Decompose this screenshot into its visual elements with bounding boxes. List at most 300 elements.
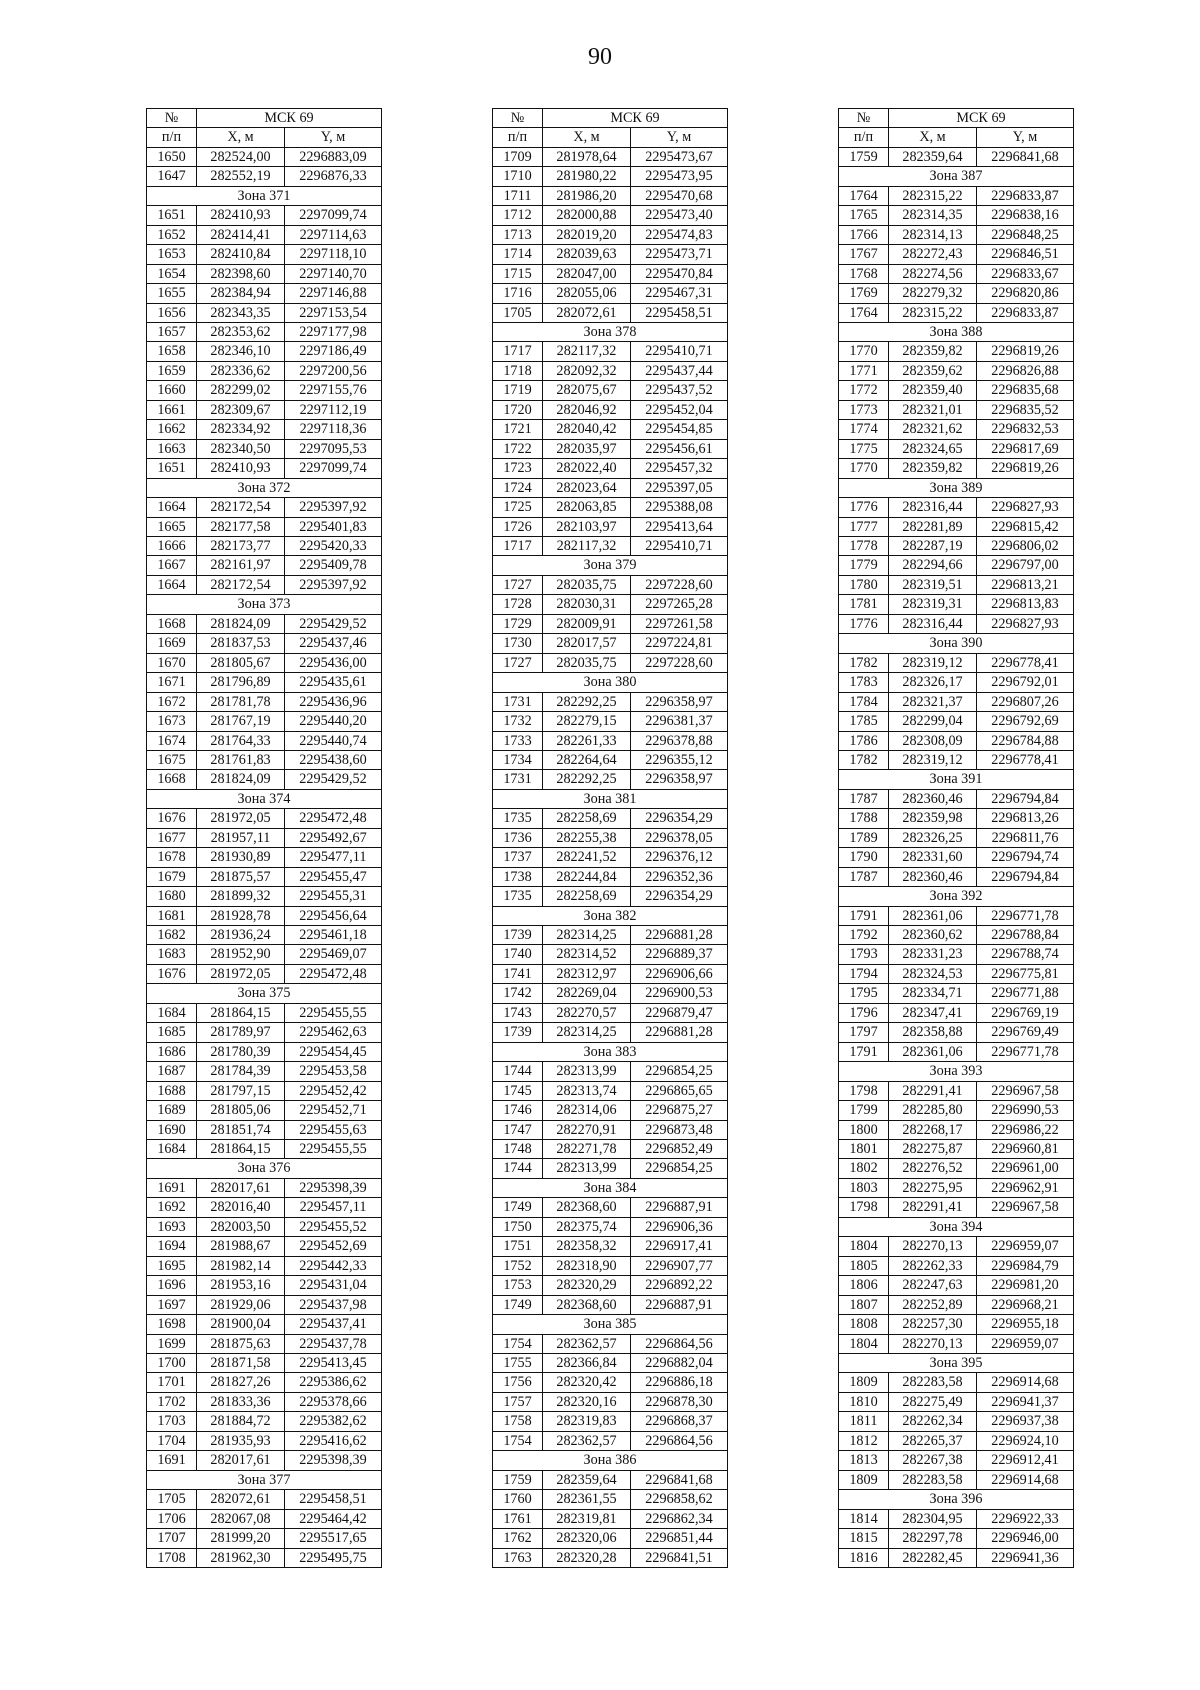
table-row — [493, 984, 728, 1003]
point-number: 1668 — [147, 770, 197, 789]
point-number: 1721 — [493, 420, 543, 439]
y-coordinate: 2295473,95 — [631, 167, 728, 186]
y-coordinate: 2296794,74 — [977, 848, 1074, 867]
zone-row — [839, 1490, 1074, 1509]
point-number: 1776 — [839, 614, 889, 633]
zone-row — [147, 595, 382, 614]
x-coordinate: 282283,58 — [889, 1373, 977, 1392]
x-coordinate: 282177,58 — [197, 517, 285, 536]
y-coordinate: 2297155,76 — [285, 381, 382, 400]
zone-label: Зона 391 — [839, 770, 1074, 789]
x-coordinate: 282524,00 — [197, 147, 285, 166]
point-number: 1702 — [147, 1392, 197, 1411]
y-coordinate: 2295398,39 — [285, 1451, 382, 1470]
zone-label: Зона 383 — [493, 1042, 728, 1061]
x-coordinate: 282019,20 — [543, 225, 631, 244]
table-row — [839, 1101, 1074, 1120]
table-row — [839, 1140, 1074, 1159]
y-coordinate: 2297112,19 — [285, 400, 382, 419]
y-coordinate: 2295455,52 — [285, 1217, 382, 1236]
header-system: МСК 69 — [889, 109, 1074, 128]
point-number: 1687 — [147, 1062, 197, 1081]
table-row — [839, 673, 1074, 692]
y-coordinate: 2296376,12 — [631, 848, 728, 867]
x-coordinate: 282270,13 — [889, 1237, 977, 1256]
y-coordinate: 2296846,51 — [977, 245, 1074, 264]
point-number: 1705 — [147, 1490, 197, 1509]
x-coordinate: 282257,30 — [889, 1315, 977, 1334]
y-coordinate: 2295467,31 — [631, 284, 728, 303]
point-number: 1653 — [147, 245, 197, 264]
x-coordinate: 282023,64 — [543, 478, 631, 497]
point-number: 1782 — [839, 653, 889, 672]
point-number: 1771 — [839, 361, 889, 380]
point-number: 1656 — [147, 303, 197, 322]
y-coordinate: 2295472,48 — [285, 809, 382, 828]
table-row — [839, 789, 1074, 808]
table-row — [839, 712, 1074, 731]
point-number: 1757 — [493, 1392, 543, 1411]
table-row — [839, 1315, 1074, 1334]
point-number: 1749 — [493, 1295, 543, 1314]
y-coordinate: 2295429,52 — [285, 770, 382, 789]
y-coordinate: 2296986,22 — [977, 1120, 1074, 1139]
table-row — [147, 1276, 382, 1295]
table-row — [147, 206, 382, 225]
table-row — [147, 1334, 382, 1353]
y-coordinate: 2296354,29 — [631, 809, 728, 828]
zone-label: Зона 385 — [493, 1315, 728, 1334]
y-coordinate: 2295436,96 — [285, 692, 382, 711]
point-number: 1718 — [493, 361, 543, 380]
zone-row — [493, 673, 728, 692]
x-coordinate: 281875,63 — [197, 1334, 285, 1353]
x-coordinate: 282270,91 — [543, 1120, 631, 1139]
y-coordinate: 2295455,47 — [285, 867, 382, 886]
point-number: 1745 — [493, 1081, 543, 1100]
y-coordinate: 2296797,00 — [977, 556, 1074, 575]
y-coordinate: 2297177,98 — [285, 322, 382, 341]
y-coordinate: 2296794,84 — [977, 867, 1074, 886]
point-number: 1708 — [147, 1548, 197, 1567]
zone-label: Зона 381 — [493, 789, 728, 808]
table-row — [839, 1256, 1074, 1275]
x-coordinate: 281780,39 — [197, 1042, 285, 1061]
y-coordinate: 2296906,36 — [631, 1217, 728, 1236]
x-coordinate: 281978,64 — [543, 147, 631, 166]
table-row — [839, 867, 1074, 886]
y-coordinate: 2297118,10 — [285, 245, 382, 264]
y-coordinate: 2295401,83 — [285, 517, 382, 536]
y-coordinate: 2296775,81 — [977, 964, 1074, 983]
table-row — [493, 1217, 728, 1236]
table-row — [493, 1237, 728, 1256]
point-number: 1730 — [493, 634, 543, 653]
point-number: 1700 — [147, 1354, 197, 1373]
point-number: 1735 — [493, 887, 543, 906]
header-num-sub: п/п — [493, 128, 543, 147]
point-number: 1804 — [839, 1237, 889, 1256]
table-row — [147, 1198, 382, 1217]
point-number: 1765 — [839, 206, 889, 225]
table-row — [493, 1431, 728, 1450]
y-coordinate: 2296771,78 — [977, 1042, 1074, 1061]
y-coordinate: 2295457,32 — [631, 459, 728, 478]
point-number: 1733 — [493, 731, 543, 750]
y-coordinate: 2296968,21 — [977, 1295, 1074, 1314]
table-row — [147, 673, 382, 692]
y-coordinate: 2295458,51 — [631, 303, 728, 322]
x-coordinate: 282320,42 — [543, 1373, 631, 1392]
x-coordinate: 282368,60 — [543, 1198, 631, 1217]
y-coordinate: 2295397,92 — [285, 575, 382, 594]
x-coordinate: 282319,31 — [889, 595, 977, 614]
y-coordinate: 2295437,52 — [631, 381, 728, 400]
x-coordinate: 281929,06 — [197, 1295, 285, 1314]
point-number: 1655 — [147, 284, 197, 303]
x-coordinate: 282279,15 — [543, 712, 631, 731]
table-row — [493, 1392, 728, 1411]
table-row — [147, 731, 382, 750]
point-number: 1717 — [493, 536, 543, 555]
y-coordinate: 2296833,87 — [977, 186, 1074, 205]
point-number: 1666 — [147, 536, 197, 555]
y-coordinate: 2296811,76 — [977, 828, 1074, 847]
y-coordinate: 2295382,62 — [285, 1412, 382, 1431]
x-coordinate: 282321,62 — [889, 420, 977, 439]
x-coordinate: 282361,06 — [889, 1042, 977, 1061]
point-number: 1679 — [147, 867, 197, 886]
x-coordinate: 282360,46 — [889, 789, 977, 808]
y-coordinate: 2296813,83 — [977, 595, 1074, 614]
x-coordinate: 282336,62 — [197, 361, 285, 380]
y-coordinate: 2296352,36 — [631, 867, 728, 886]
point-number: 1731 — [493, 770, 543, 789]
x-coordinate: 282316,44 — [889, 498, 977, 517]
table-row — [839, 342, 1074, 361]
x-coordinate: 282314,13 — [889, 225, 977, 244]
point-number: 1740 — [493, 945, 543, 964]
table-row — [839, 517, 1074, 536]
table-row — [839, 1081, 1074, 1100]
x-coordinate: 282172,54 — [197, 498, 285, 517]
y-coordinate: 2296955,18 — [977, 1315, 1074, 1334]
x-coordinate: 281928,78 — [197, 906, 285, 925]
table-row — [147, 1490, 382, 1509]
point-number: 1767 — [839, 245, 889, 264]
zone-label: Зона 390 — [839, 634, 1074, 653]
y-coordinate: 2296960,81 — [977, 1140, 1074, 1159]
y-coordinate: 2296984,79 — [977, 1256, 1074, 1275]
y-coordinate: 2296771,78 — [977, 906, 1074, 925]
x-coordinate: 282362,57 — [543, 1334, 631, 1353]
point-number: 1761 — [493, 1509, 543, 1528]
y-coordinate: 2296788,84 — [977, 926, 1074, 945]
y-coordinate: 2296358,97 — [631, 770, 728, 789]
point-number: 1749 — [493, 1198, 543, 1217]
point-number: 1672 — [147, 692, 197, 711]
point-number: 1744 — [493, 1159, 543, 1178]
x-coordinate: 282334,71 — [889, 984, 977, 1003]
point-number: 1694 — [147, 1237, 197, 1256]
x-coordinate: 281936,24 — [197, 926, 285, 945]
x-coordinate: 282035,75 — [543, 575, 631, 594]
x-coordinate: 282281,89 — [889, 517, 977, 536]
point-number: 1676 — [147, 964, 197, 983]
point-number: 1650 — [147, 147, 197, 166]
point-number: 1691 — [147, 1451, 197, 1470]
table-row — [493, 926, 728, 945]
table-row — [493, 1470, 728, 1489]
x-coordinate: 282241,52 — [543, 848, 631, 867]
zone-row — [493, 789, 728, 808]
y-coordinate: 2297140,70 — [285, 264, 382, 283]
y-coordinate: 2295437,78 — [285, 1334, 382, 1353]
point-number: 1762 — [493, 1529, 543, 1548]
zone-label: Зона 380 — [493, 673, 728, 692]
point-number: 1710 — [493, 167, 543, 186]
y-coordinate: 2296862,34 — [631, 1509, 728, 1528]
table-row — [147, 284, 382, 303]
table-row — [147, 1373, 382, 1392]
x-coordinate: 282320,16 — [543, 1392, 631, 1411]
x-coordinate: 281952,90 — [197, 945, 285, 964]
table-row — [147, 575, 382, 594]
table-row — [147, 1451, 382, 1470]
x-coordinate: 282040,42 — [543, 420, 631, 439]
point-number: 1768 — [839, 264, 889, 283]
y-coordinate: 2296876,33 — [285, 167, 382, 186]
y-coordinate: 2296941,37 — [977, 1392, 1074, 1411]
y-coordinate: 2297114,63 — [285, 225, 382, 244]
table-row — [493, 245, 728, 264]
table-row — [493, 167, 728, 186]
x-coordinate: 282035,75 — [543, 653, 631, 672]
table-row — [493, 284, 728, 303]
x-coordinate: 282265,37 — [889, 1431, 977, 1450]
table-row — [147, 1140, 382, 1159]
point-number: 1788 — [839, 809, 889, 828]
table-row — [839, 303, 1074, 322]
table-row — [839, 459, 1074, 478]
table-row — [493, 1354, 728, 1373]
table-row — [493, 770, 728, 789]
point-number: 1726 — [493, 517, 543, 536]
zone-label: Зона 389 — [839, 478, 1074, 497]
y-coordinate: 2295455,55 — [285, 1140, 382, 1159]
zone-row — [493, 1315, 728, 1334]
point-number: 1657 — [147, 322, 197, 341]
table-row — [147, 809, 382, 828]
point-number: 1798 — [839, 1198, 889, 1217]
x-coordinate: 282362,57 — [543, 1431, 631, 1450]
point-number: 1800 — [839, 1120, 889, 1139]
x-coordinate: 282314,25 — [543, 926, 631, 945]
zone-label: Зона 371 — [147, 186, 382, 205]
x-coordinate: 282358,32 — [543, 1237, 631, 1256]
table-row — [839, 264, 1074, 283]
point-number: 1810 — [839, 1392, 889, 1411]
header-x: X, м — [543, 128, 631, 147]
table-row — [147, 887, 382, 906]
table-row — [839, 1237, 1074, 1256]
y-coordinate: 2296778,41 — [977, 653, 1074, 672]
x-coordinate: 282252,89 — [889, 1295, 977, 1314]
x-coordinate: 282320,28 — [543, 1548, 631, 1567]
x-coordinate: 282359,62 — [889, 361, 977, 380]
point-number: 1784 — [839, 692, 889, 711]
x-coordinate: 281962,30 — [197, 1548, 285, 1567]
point-number: 1780 — [839, 575, 889, 594]
x-coordinate: 282275,95 — [889, 1178, 977, 1197]
y-coordinate: 2296941,36 — [977, 1548, 1074, 1567]
table-row — [839, 1295, 1074, 1314]
y-coordinate: 2296832,53 — [977, 420, 1074, 439]
header-x: X, м — [197, 128, 285, 147]
table-row — [493, 828, 728, 847]
zone-row — [493, 1178, 728, 1197]
y-coordinate: 2296900,53 — [631, 984, 728, 1003]
table-row — [839, 225, 1074, 244]
table-row — [839, 147, 1074, 166]
table-row — [493, 1529, 728, 1548]
point-number: 1791 — [839, 1042, 889, 1061]
table-row — [147, 1101, 382, 1120]
point-number: 1814 — [839, 1509, 889, 1528]
header-num: № — [493, 109, 543, 128]
x-coordinate: 282258,69 — [543, 809, 631, 828]
x-coordinate: 282414,41 — [197, 225, 285, 244]
point-number: 1776 — [839, 498, 889, 517]
zone-label: Зона 376 — [147, 1159, 382, 1178]
table-row — [493, 1412, 728, 1431]
x-coordinate: 282244,84 — [543, 867, 631, 886]
x-coordinate: 282308,09 — [889, 731, 977, 750]
x-coordinate: 282318,90 — [543, 1256, 631, 1275]
table-row — [493, 848, 728, 867]
zone-label: Зона 392 — [839, 887, 1074, 906]
x-coordinate: 282271,78 — [543, 1140, 631, 1159]
y-coordinate: 2297146,88 — [285, 284, 382, 303]
table-row — [147, 1431, 382, 1450]
x-coordinate: 281935,93 — [197, 1431, 285, 1450]
table-row — [147, 1003, 382, 1022]
y-coordinate: 2296819,26 — [977, 342, 1074, 361]
x-coordinate: 281864,15 — [197, 1140, 285, 1159]
zone-label: Зона 384 — [493, 1178, 728, 1197]
x-coordinate: 282359,98 — [889, 809, 977, 828]
point-number: 1699 — [147, 1334, 197, 1353]
x-coordinate: 282384,94 — [197, 284, 285, 303]
x-coordinate: 282270,13 — [889, 1334, 977, 1353]
table-row — [493, 381, 728, 400]
y-coordinate: 2296914,68 — [977, 1470, 1074, 1489]
x-coordinate: 282314,25 — [543, 1023, 631, 1042]
point-number: 1673 — [147, 712, 197, 731]
y-coordinate: 2296907,77 — [631, 1256, 728, 1275]
point-number: 1795 — [839, 984, 889, 1003]
x-coordinate: 281980,22 — [543, 167, 631, 186]
table-row — [839, 1198, 1074, 1217]
zone-row — [839, 887, 1074, 906]
point-number: 1772 — [839, 381, 889, 400]
x-coordinate: 282172,54 — [197, 575, 285, 594]
point-number: 1787 — [839, 867, 889, 886]
x-coordinate: 282312,97 — [543, 964, 631, 983]
zone-label: Зона 394 — [839, 1217, 1074, 1236]
table-row — [493, 750, 728, 769]
coordinates-table-3 — [838, 108, 1074, 1568]
y-coordinate: 2295437,41 — [285, 1315, 382, 1334]
x-coordinate: 282272,43 — [889, 245, 977, 264]
x-coordinate: 282321,37 — [889, 692, 977, 711]
y-coordinate: 2295397,05 — [631, 478, 728, 497]
point-number: 1779 — [839, 556, 889, 575]
x-coordinate: 282003,50 — [197, 1217, 285, 1236]
x-coordinate: 282291,41 — [889, 1081, 977, 1100]
x-coordinate: 282022,40 — [543, 459, 631, 478]
table-row — [147, 1120, 382, 1139]
point-number: 1686 — [147, 1042, 197, 1061]
y-coordinate: 2295452,42 — [285, 1081, 382, 1100]
point-number: 1722 — [493, 439, 543, 458]
x-coordinate: 282092,32 — [543, 361, 631, 380]
y-coordinate: 2295461,18 — [285, 926, 382, 945]
table-row — [147, 1392, 382, 1411]
y-coordinate: 2296981,20 — [977, 1276, 1074, 1295]
point-number: 1741 — [493, 964, 543, 983]
point-number: 1763 — [493, 1548, 543, 1567]
point-number: 1798 — [839, 1081, 889, 1100]
y-coordinate: 2295409,78 — [285, 556, 382, 575]
point-number: 1754 — [493, 1431, 543, 1450]
table-row — [147, 634, 382, 653]
point-number: 1753 — [493, 1276, 543, 1295]
table-row — [839, 1470, 1074, 1489]
x-coordinate: 282359,64 — [543, 1470, 631, 1489]
table-row — [493, 945, 728, 964]
x-coordinate: 281837,53 — [197, 634, 285, 653]
x-coordinate: 282261,33 — [543, 731, 631, 750]
y-coordinate: 2296819,26 — [977, 459, 1074, 478]
point-number: 1732 — [493, 712, 543, 731]
x-coordinate: 282320,29 — [543, 1276, 631, 1295]
x-coordinate: 282321,01 — [889, 400, 977, 419]
y-coordinate: 2296937,38 — [977, 1412, 1074, 1431]
y-coordinate: 2295452,69 — [285, 1237, 382, 1256]
table-row — [147, 1023, 382, 1042]
x-coordinate: 282063,85 — [543, 498, 631, 517]
table-row — [147, 342, 382, 361]
x-coordinate: 282331,23 — [889, 945, 977, 964]
table-row — [147, 459, 382, 478]
point-number: 1777 — [839, 517, 889, 536]
table-row — [493, 1548, 728, 1567]
point-number: 1685 — [147, 1023, 197, 1042]
x-coordinate: 282410,93 — [197, 206, 285, 225]
table-row — [493, 692, 728, 711]
table-row — [839, 750, 1074, 769]
zone-row — [493, 906, 728, 925]
table-row — [493, 342, 728, 361]
x-coordinate: 282410,93 — [197, 459, 285, 478]
table-row — [839, 1451, 1074, 1470]
y-coordinate: 2296815,42 — [977, 517, 1074, 536]
x-coordinate: 282292,25 — [543, 770, 631, 789]
y-coordinate: 2295455,63 — [285, 1120, 382, 1139]
zone-label: Зона 373 — [147, 595, 382, 614]
y-coordinate: 2296788,74 — [977, 945, 1074, 964]
